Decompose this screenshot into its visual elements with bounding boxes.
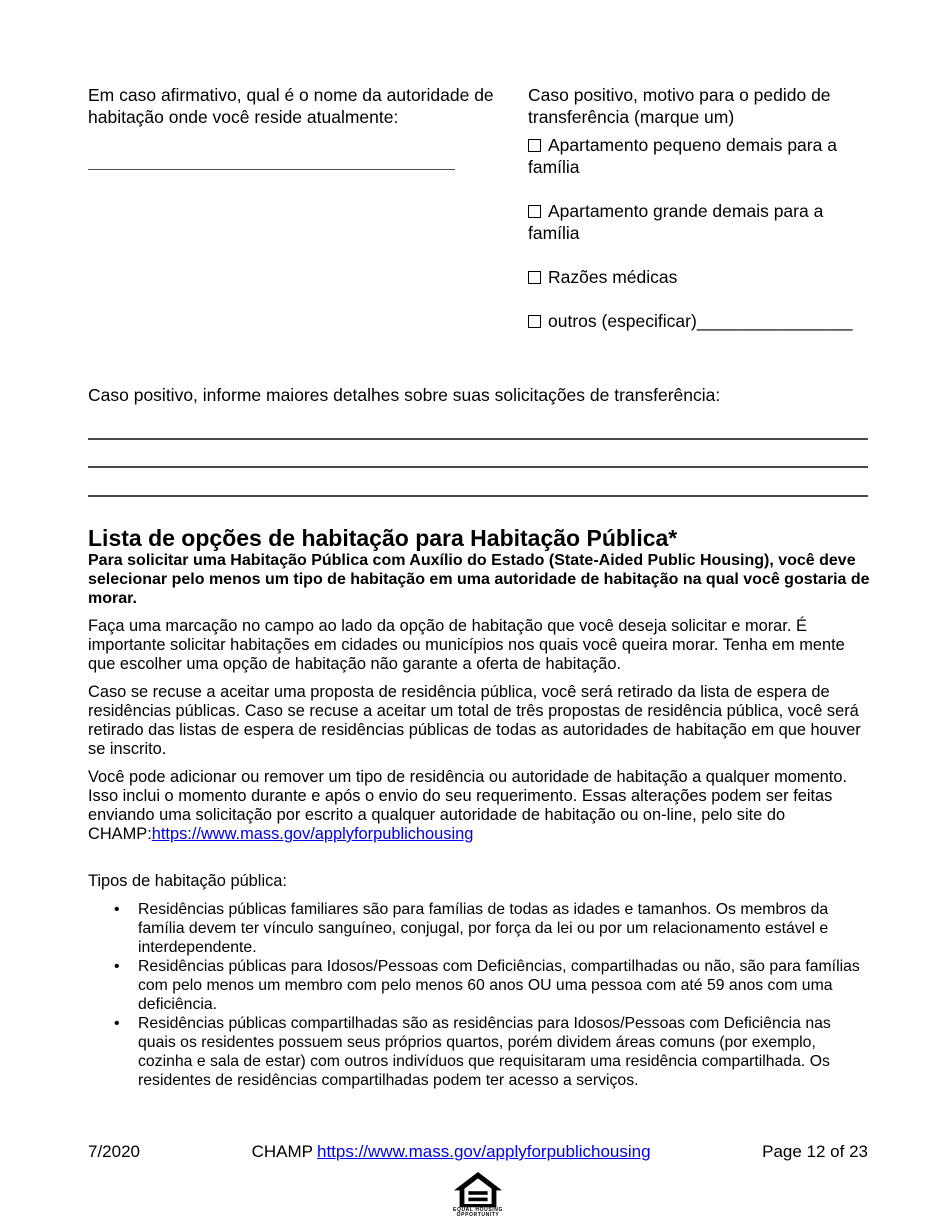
current-authority-write-line[interactable] <box>88 128 455 170</box>
eho-logo-text-line1: EQUAL HOUSING <box>453 1207 503 1213</box>
paragraph-mark-option: Faça uma marcação no campo ao lado da opção de habitação que você deseja solicitar e morar. É importante solicitar habitações em cidades ou municípios nos quais você queira morar. Tenha em mente que escolher uma opção de habitação não garante a oferta de habitação. <box>88 617 845 673</box>
champ-link[interactable]: https://www.mass.gov/applyforpublichousing <box>151 825 474 843</box>
paragraph-champ-text: Você pode adicionar ou remover um tipo de residência ou autoridade de habitação a qualquer momento. Isso inclui o momento durante e após o envio do seu requerimento. Essas alterações podem ser feitas enviando uma solicitação por escrito a qualquer autoridade de habitação ou on-line, pelo site do CHAMP: <box>88 768 848 843</box>
equal-housing-opportunity-logo <box>453 1172 503 1218</box>
transfer-details-question: Caso positivo, informe maiores detalhes sobre suas solicitações de transferência: <box>88 385 721 405</box>
eho-house-icon <box>454 1172 502 1208</box>
checkbox-icon[interactable] <box>528 271 541 284</box>
footer-page-number: Page 12 of 23 <box>762 1142 868 1161</box>
types-label: Tipos de habitação pública: <box>88 872 287 890</box>
bullet-icon: • <box>114 901 120 918</box>
checkbox-icon[interactable] <box>528 205 541 218</box>
current-authority-block <box>88 84 498 170</box>
checkbox-icon[interactable] <box>528 139 541 152</box>
footer-champ <box>252 1142 651 1162</box>
bullet-text-family-housing: Residências públicas familiares são para famílias de todas as idades e tamanhos. Os membros da família devem ter vínculo sanguíneo, conjugal, por força da lei ou por um relacionamento estável e interdependente. <box>138 901 829 956</box>
transfer-section <box>88 84 868 332</box>
page-footer <box>88 1142 868 1162</box>
option-medical-reasons[interactable] <box>528 266 868 288</box>
other-specify-write-line[interactable]: ________________ <box>696 311 853 331</box>
paragraph-refusal-policy: Caso se recuse a aceitar uma proposta de residência pública, você será retirado da lista de espera de residências públicas. Caso se recuse a aceitar um total de três propostas de residência pública, você será retirado das listas de espera de residências públicas de todas as autoridades de habitação em que houver se inscrito. <box>88 683 861 758</box>
list-item <box>88 900 870 957</box>
option-label: Apartamento grande demais para a família <box>528 201 824 243</box>
bullet-icon: • <box>114 958 120 975</box>
eho-logo-text-line2: OPPORTUNITY <box>456 1212 500 1218</box>
footer-champ-link[interactable]: https://www.mass.gov/applyforpublichousing <box>316 1142 651 1161</box>
footer-champ-label: CHAMP <box>251 1142 313 1161</box>
list-item <box>88 1014 870 1090</box>
option-label: Razões médicas <box>548 267 678 287</box>
bullet-icon: • <box>114 1015 120 1032</box>
transfer-reason-question: Caso positivo, motivo para o pedido de transferência (marque um) <box>528 85 831 127</box>
option-apartment-too-small[interactable] <box>528 134 868 178</box>
list-item <box>88 957 870 1014</box>
transfer-details-line-1[interactable] <box>88 406 868 440</box>
transfer-reason-block <box>528 84 868 332</box>
section-title: Lista de opções de habitação para Habitação Pública* <box>88 525 678 551</box>
paragraph-champ <box>88 768 870 844</box>
option-other-specify[interactable] <box>528 310 868 332</box>
option-label: Apartamento pequeno demais para a família <box>528 135 837 177</box>
transfer-details-line-2[interactable] <box>88 440 868 468</box>
option-apartment-too-big[interactable] <box>528 200 868 244</box>
checkbox-icon[interactable] <box>528 315 541 328</box>
logo-container <box>88 1172 868 1218</box>
bullet-text-elderly-disabled-housing: Residências públicas para Idosos/Pessoas com Deficiências, compartilhadas ou não, são para famílias com pelo menos um membro com pelo menos 60 anos OU uma pessoa com até 59 anos com uma deficiência. <box>138 958 860 1013</box>
housing-types-list <box>88 900 870 1090</box>
current-authority-question: Em caso afirmativo, qual é o nome da autoridade de habitação onde você reside atualmente: <box>88 85 494 127</box>
section-intro-bold: Para solicitar uma Habitação Pública com Auxílio do Estado (State-Aided Public Housing), você deve selecionar pelo menos um tipo de habitação em uma autoridade de habitação na qual você gostaria de morar. <box>88 552 870 607</box>
transfer-details-line-3[interactable] <box>88 468 868 497</box>
footer-date: 7/2020 <box>88 1142 140 1161</box>
bullet-text-shared-housing: Residências públicas compartilhadas são as residências para Idosos/Pessoas com Deficiência nas quais os residentes possuem seus próprios quartos, porém dividem áreas comuns (por exemplo, cozinha e sala de estar) com outros indivíduos que requisitaram uma residência compartilhada. Os residentes de residências compartilhadas podem ter acesso a serviços. <box>138 1015 831 1089</box>
option-label: outros (especificar) <box>548 311 697 331</box>
